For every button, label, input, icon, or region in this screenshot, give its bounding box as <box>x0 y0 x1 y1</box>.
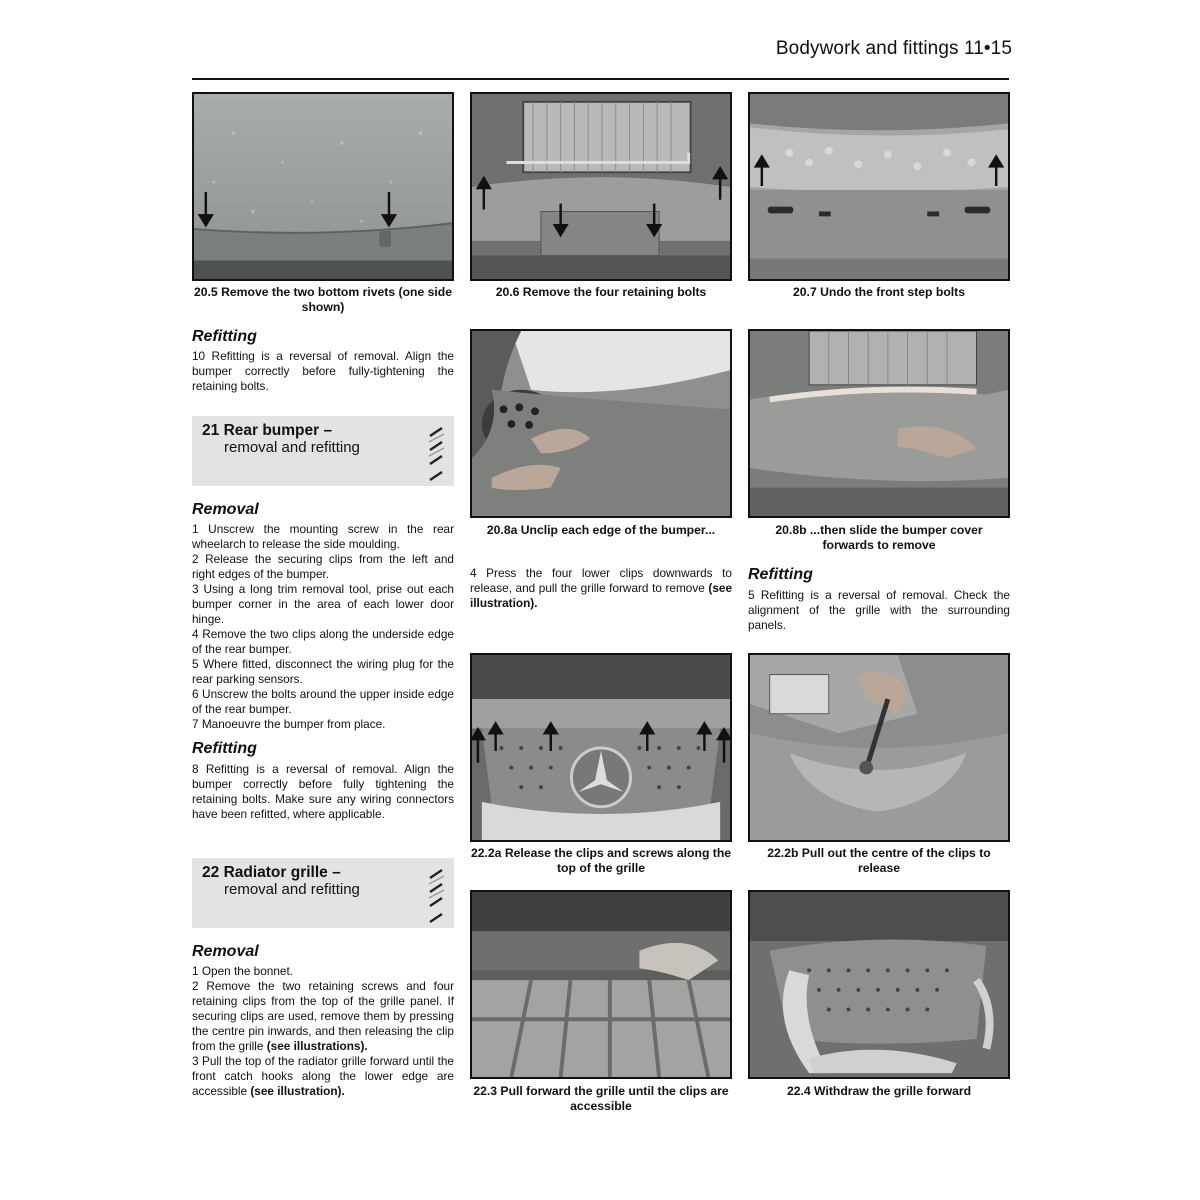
section-21-box <box>192 416 454 486</box>
removal-step: 5 Where fitted, disconnect the wiring plug for the rear parking sensors. <box>192 657 454 686</box>
page-header-title: Bodywork and fittings 11•15 <box>775 38 1012 59</box>
removal-step: 3 Using a long trim removal tool, prise out each bumper corner in the area of each lower door hinge. <box>192 582 454 626</box>
photo-20-8a <box>470 329 732 518</box>
photo-22-4 <box>748 890 1010 1079</box>
caption-20-5: 20.5 Remove the two bottom rivets (one side shown) <box>193 285 453 314</box>
see-illustration-ref: (see illustration). <box>250 1084 345 1098</box>
section-21-title <box>202 422 444 456</box>
section-22-box <box>192 858 454 928</box>
photo-20-6 <box>470 92 732 281</box>
refitting-heading-1: Refitting <box>192 328 257 345</box>
refitting-text-1: 10 Refitting is a reversal of removal. Align the bumper correctly before fully-tightening the retaining bolts. <box>192 349 454 393</box>
removal-step: 6 Unscrew the bolts around the upper inside edge of the rear bumper. <box>192 687 454 716</box>
removal-step: 2 Release the securing clips from the left and right edges of the bumper. <box>192 552 454 581</box>
removal-step: 1 Open the bonnet. <box>192 964 294 978</box>
caption-20-8b: 20.8b ...then slide the bumper cover forwards to remove <box>775 523 983 552</box>
removal-step: 7 Manoeuvre the bumper from place. <box>192 717 386 731</box>
removal-step: 1 Unscrew the mounting screw in the rear wheelarch to release the side moulding. <box>192 522 454 551</box>
photo-22-3 <box>470 890 732 1079</box>
photo-20-5 <box>192 92 454 281</box>
caption-20-6: 20.6 Remove the four retaining bolts <box>495 285 707 299</box>
refitting-text-2: 8 Refitting is a reversal of removal. Align the bumper correctly before fully tightening the retaining bolts. Make sure any wiring connectors have been refitted, where applicable. <box>192 762 454 821</box>
removal-step: 4 Remove the two clips along the underside edge of the rear bumper. <box>192 627 454 656</box>
refitting-heading-3: Refitting <box>748 566 813 583</box>
section-22-title <box>202 864 444 898</box>
grille-step-4-text: 4 Press the four lower clips downwards to release, and pull the grille forward to remove <box>470 566 732 595</box>
see-illustration-ref: (see illustration). <box>470 581 733 610</box>
removal-step <box>192 979 454 1054</box>
removal-step <box>192 1054 454 1099</box>
photo-20-8b <box>748 329 1010 518</box>
refitting-heading-2: Refitting <box>192 740 257 757</box>
photo-20-7 <box>748 92 1010 281</box>
removal-steps-1 <box>192 522 454 732</box>
caption-22-2a: 22.2a Release the clips and screws along the top of the grille <box>470 846 732 875</box>
removal-heading-2: Removal <box>192 943 259 960</box>
caption-20-7: 20.7 Undo the front step bolts <box>793 285 965 299</box>
difficulty-spanner-icon <box>426 864 448 928</box>
refitting-text-3: 5 Refitting is a reversal of removal. Check the alignment of the grille with the surrounding panels. <box>748 588 1010 632</box>
grille-step-4 <box>470 566 732 611</box>
section-22-number: 22 <box>202 864 220 881</box>
section-21-number: 21 <box>202 422 220 439</box>
caption-20-8a: 20.8a Unclip each edge of the bumper... <box>486 523 716 537</box>
caption-22-3: 22.3 Pull forward the grille until the clips are accessible <box>473 1084 729 1113</box>
caption-22-4: 22.4 Withdraw the grille forward <box>786 1084 972 1098</box>
removal-step-text: 2 Remove the two retaining screws and four retaining clips from the top of the grille panel. If securing clips are used, remove them by pressing the centre pin inwards, and then releasing the clip from the grille <box>192 979 454 1053</box>
section-22-subtitle: removal and refitting <box>224 881 360 898</box>
removal-step-text: 3 Pull the top of the radiator grille forward until the front catch hooks along the lower edge are accessible <box>192 1054 454 1098</box>
section-21-name: Rear bumper – <box>223 422 333 439</box>
removal-steps-2 <box>192 964 454 1099</box>
difficulty-spanner-icon <box>426 422 448 486</box>
section-21-subtitle: removal and refitting <box>224 439 360 456</box>
header-rule <box>192 78 1009 80</box>
caption-22-2b: 22.2b Pull out the centre of the clips to release <box>767 846 991 875</box>
removal-heading-1: Removal <box>192 501 259 518</box>
section-22-name: Radiator grille – <box>223 864 341 881</box>
see-illustration-ref: (see illustrations). <box>266 1039 368 1053</box>
photo-22-2a <box>470 653 732 842</box>
photo-22-2b <box>748 653 1010 842</box>
